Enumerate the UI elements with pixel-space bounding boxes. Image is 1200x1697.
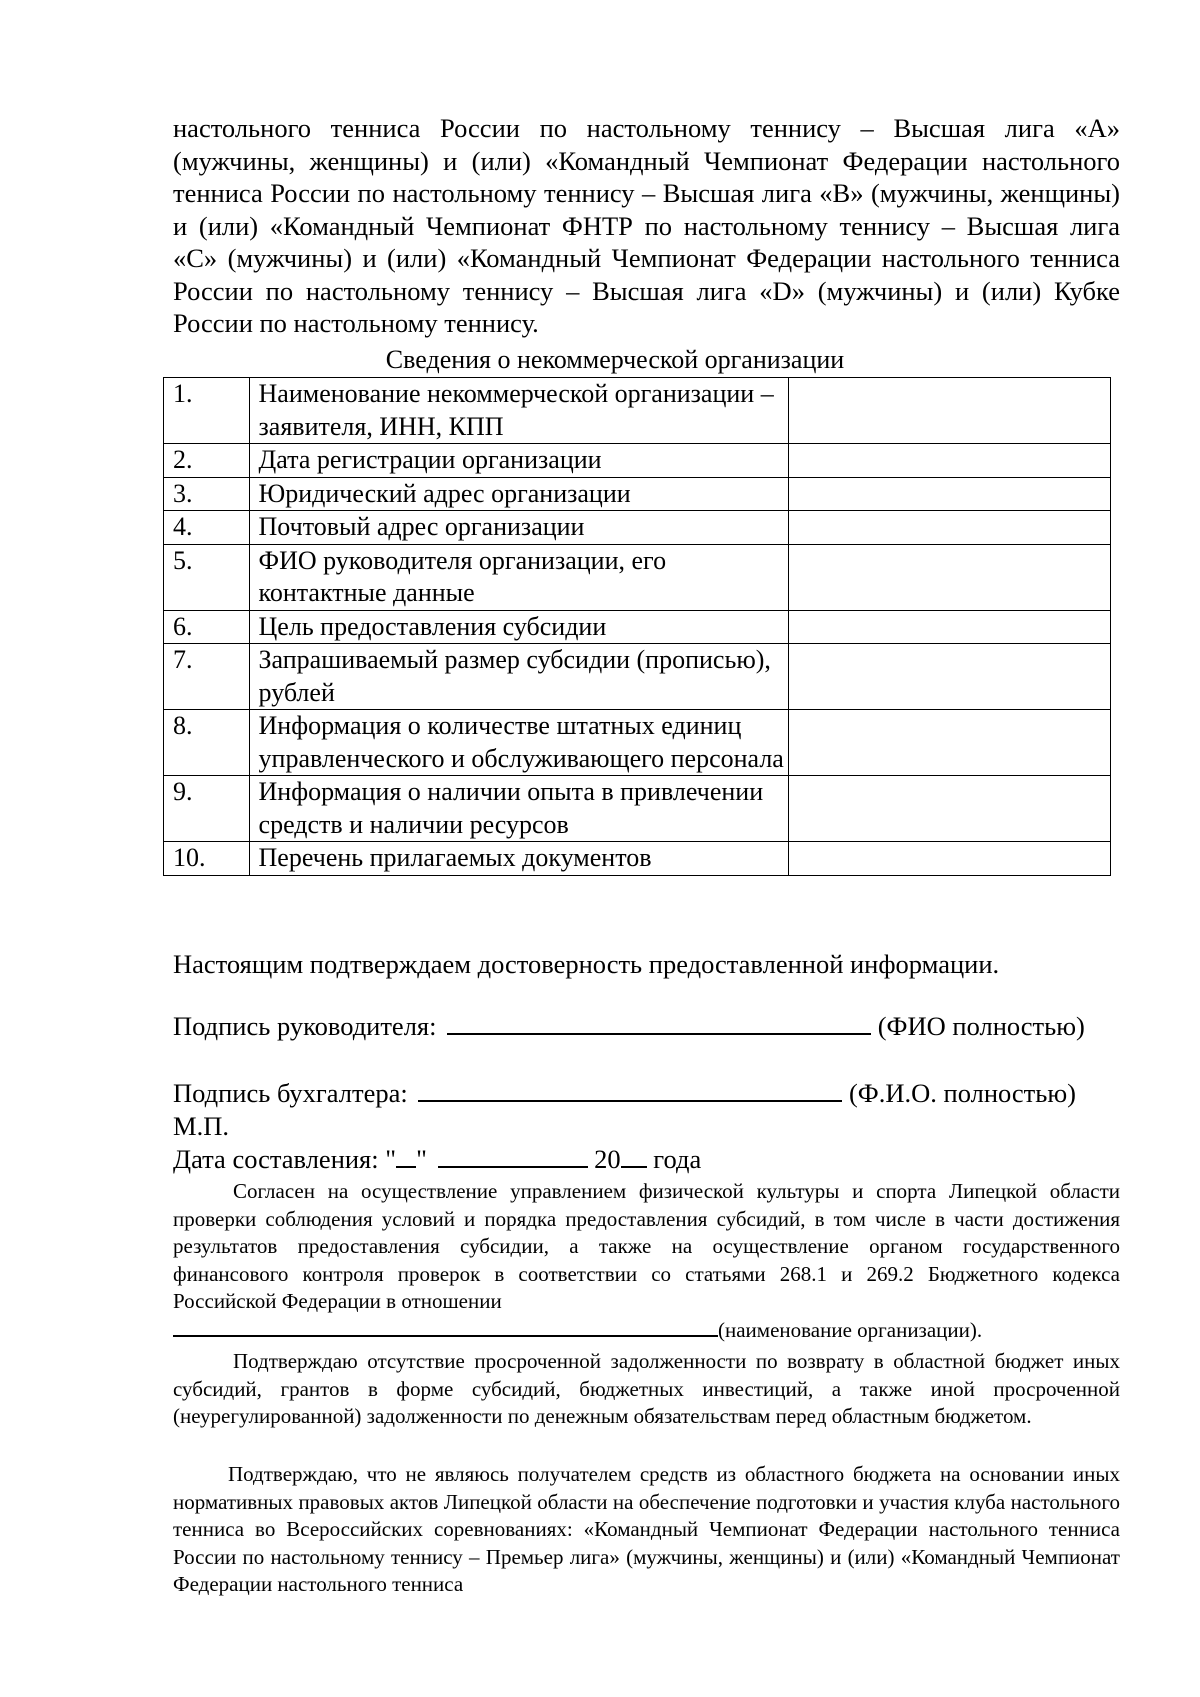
row-number: 4. [164, 511, 250, 545]
row-number: 2. [164, 444, 250, 478]
recipient-paragraph: Подтверждаю, что не являюсь получателем средств из областного бюджета на основании иных нормативных правовых актов Липецкой области на обеспечение подготовки и участия клуба настольного тенниса во Всероссийских соревнованиях: «Командный Чемпионат Федерации настольного тенниса России по настольному теннису – Премьер лига» (мужчины, женщины) и (или) «Командный Чемпионат Федерации настольного тенниса [173, 1462, 1120, 1596]
table-title: Сведения о некоммерческой организации [385, 345, 845, 374]
table-row [164, 710, 1111, 776]
date-day-field[interactable] [396, 1144, 416, 1168]
row-number: 6. [164, 610, 250, 644]
row-value-cell[interactable] [788, 544, 1110, 610]
head-signature-suffix: (ФИО полностью) [877, 1011, 1085, 1041]
row-number: 7. [164, 644, 250, 710]
table-row [164, 776, 1111, 842]
row-number: 9. [164, 776, 250, 842]
table-row [164, 644, 1111, 710]
row-label: Запрашиваемый размер субсидии (прописью), рублей [249, 644, 788, 710]
row-value-cell[interactable] [788, 610, 1110, 644]
row-label: Информация о наличии опыта в привлечении средств и наличии ресурсов [249, 776, 788, 842]
accountant-signature-suffix: (Ф.И.О. полностью) [848, 1078, 1076, 1108]
date-suffix: года [653, 1144, 702, 1174]
table-row [164, 610, 1111, 644]
row-number: 8. [164, 710, 250, 776]
date-mid: " [416, 1144, 427, 1174]
row-value-cell[interactable] [788, 842, 1110, 876]
table-row [164, 511, 1111, 545]
org-name-field[interactable] [173, 1317, 718, 1337]
row-value-cell[interactable] [788, 710, 1110, 776]
accountant-signature-label: Подпись бухгалтера: [173, 1078, 408, 1108]
date-year: 20 [594, 1144, 621, 1174]
table-row [164, 444, 1111, 478]
row-number: 5. [164, 544, 250, 610]
row-label: Юридический адрес организации [249, 477, 788, 511]
head-signature-line [173, 1010, 1085, 1042]
row-value-cell[interactable] [788, 511, 1110, 545]
row-label: Почтовый адрес организации [249, 511, 788, 545]
row-label: Перечень прилагаемых документов [249, 842, 788, 876]
organization-info-table [163, 377, 1111, 876]
date-label: Дата составления: " [173, 1144, 397, 1174]
head-signature-field[interactable] [447, 1011, 871, 1035]
stamp-label: М.П. [173, 1111, 229, 1141]
accountant-signature-line [173, 1077, 1076, 1109]
table-row [164, 842, 1111, 876]
debt-paragraph: Подтверждаю отсутствие просроченной задолженности по возврату в областной бюджет иных субсидий, грантов в форме субсидий, бюджетных инвестиций, а также иной просроченной (неурегулированной) задолженности по денежным обязательствам перед областным бюджетом. [173, 1349, 1120, 1428]
date-year-field[interactable] [621, 1144, 647, 1168]
row-value-cell[interactable] [788, 477, 1110, 511]
table-row [164, 544, 1111, 610]
consent-paragraph: Согласен на осуществление управлением физической культуры и спорта Липецкой области проверки соблюдения условий и порядка предоставления субсидий, в том числе в части достижения результатов предоставления субсидии, а также на осуществление органом государственного финансового контроля проверок в соответствии со статьями 268.1 и 269.2 Бюджетного кодекса Российской Федерации в отношении [173, 1179, 1120, 1313]
row-number: 10. [164, 842, 250, 876]
confirmation-text: Настоящим подтверждаем достоверность предоставленной информации. [173, 949, 1000, 979]
org-name-line [173, 1317, 982, 1345]
row-value-cell[interactable] [788, 444, 1110, 478]
table-row [164, 477, 1111, 511]
row-label: Цель предоставления субсидии [249, 610, 788, 644]
head-signature-label: Подпись руководителя: [173, 1011, 437, 1041]
row-label: Информация о количестве штатных единиц управленческого и обслуживающего персонала [249, 710, 788, 776]
row-value-cell[interactable] [788, 644, 1110, 710]
row-label: Дата регистрации организации [249, 444, 788, 478]
table-row [164, 378, 1111, 444]
row-value-cell[interactable] [788, 378, 1110, 444]
org-name-hint: (наименование организации). [718, 1318, 983, 1342]
row-number: 1. [164, 378, 250, 444]
date-line [173, 1143, 701, 1175]
row-value-cell[interactable] [788, 776, 1110, 842]
intro-paragraph: настольного тенниса России по настольному теннису – Высшая лига «А» (мужчины, женщины) и (или) «Командный Чемпионат Федерации настольного тенниса России по настольному теннису – Высшая лига «В» (мужчины, женщины) и (или) «Командный Чемпионат ФНТР по настольному теннису – Высшая лига «С» (мужчины) и (или) «Командный Чемпионат Федерации настольного тенниса России по настольному теннису – Высшая лига «D» (мужчины) и (или) Кубке России по настольному теннису. [173, 113, 1120, 338]
row-label: ФИО руководителя организации, его контактные данные [249, 544, 788, 610]
date-month-field[interactable] [438, 1144, 588, 1168]
accountant-signature-field[interactable] [418, 1078, 842, 1102]
row-number: 3. [164, 477, 250, 511]
row-label: Наименование некоммерческой организации – заявителя, ИНН, КПП [249, 378, 788, 444]
